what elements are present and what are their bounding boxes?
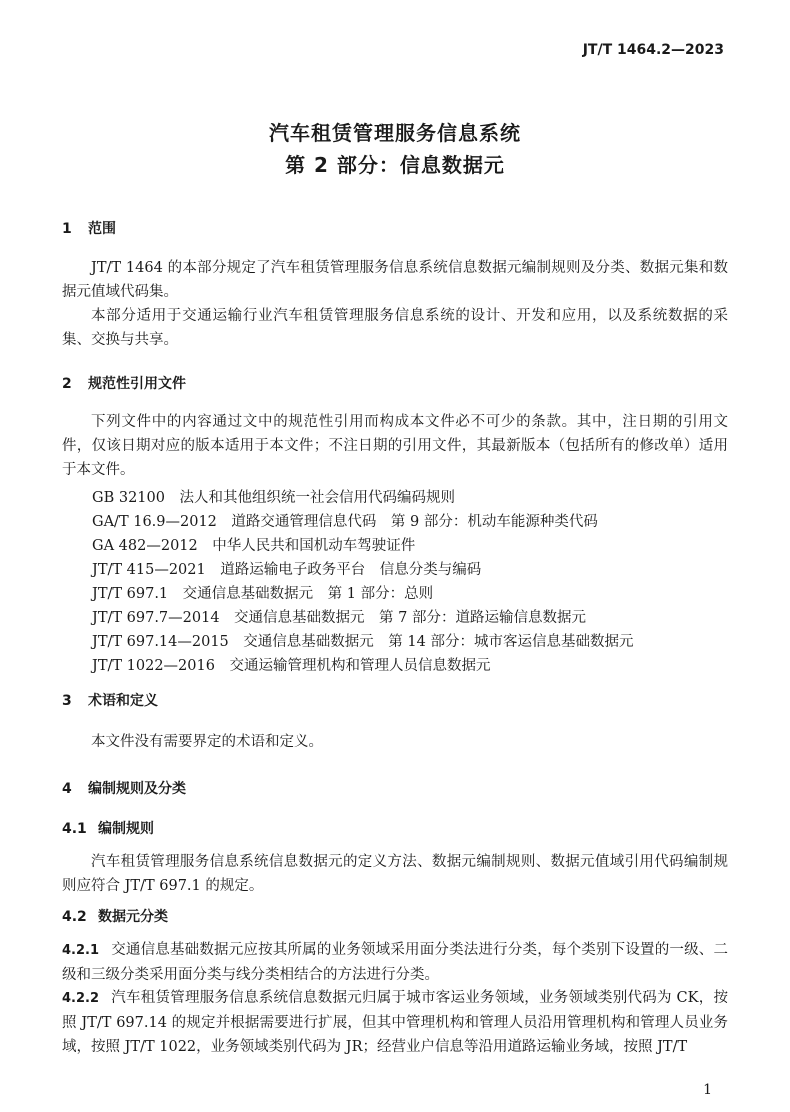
section-title: 范围: [88, 221, 116, 237]
reference-item: JT/T 697.14—2015 交通信息基础数据元 第 14 部分：城市客运信息基础数据元: [92, 634, 634, 650]
reference-item: JT/T 697.7—2014 交通信息基础数据元 第 7 部分：道路运输信息数据元: [92, 610, 587, 626]
section-number: 2: [62, 376, 72, 392]
section-title: 数据元分类: [98, 909, 168, 925]
reference-item: JT/T 415—2021 道路运输电子政务平台 信息分类与编码: [92, 562, 482, 578]
section-number: 1: [62, 221, 72, 237]
section-number: 4.1: [62, 821, 87, 837]
section-title: 编制规则: [98, 821, 154, 837]
section-number: 4.2: [62, 909, 87, 925]
clause-text: 汽车租赁管理服务信息系统信息数据元归属于城市客运业务领域，业务领域类别代码为 CK，按照 JT/T 697.14 的规定并根据需要进行扩展，但其中管理机构和管理人员沿用管理机构和管理人员业务域，按照 JT/T 1022，业务领域类别代码为 JR；经营业户信息等沿用道路运输业务域，按照 JT/T: [62, 990, 728, 1055]
reference-item: GA/T 16.9—2012 道路交通管理信息代码 第 9 部分：机动车能源种类代码: [92, 514, 598, 530]
section-2-heading: [62, 373, 186, 393]
reference-item: JT/T 1022—2016 交通运输管理机构和管理人员信息数据元: [92, 658, 491, 674]
section-title: 术语和定义: [88, 693, 158, 709]
section-4-2-heading: [62, 906, 168, 926]
reference-item: GA 482—2012 中华人民共和国机动车驾驶证件: [92, 538, 416, 554]
standard-number: JT/T 1464.2—2023: [582, 42, 724, 58]
section-4-heading: [62, 778, 186, 798]
section-title: 规范性引用文件: [88, 376, 186, 392]
reference-item: JT/T 697.1 交通信息基础数据元 第 1 部分：总则: [92, 586, 434, 602]
clause-4-2-2: [62, 986, 728, 1059]
clause-text: 交通信息基础数据元应按其所属的业务领域采用面分类法进行分类，每个类别下设置的一级、二级和三级分类采用面分类与线分类相结合的方法进行分类。: [62, 942, 728, 983]
paragraph: 汽车租赁管理服务信息系统信息数据元的定义方法、数据元编制规则、数据元值域引用代码编制规则应符合 JT/T 697.1 的规定。: [62, 854, 728, 894]
section-4-1-heading: [62, 818, 154, 838]
section-number: 4: [62, 781, 72, 797]
paragraph: JT/T 1464 的本部分规定了汽车租赁管理服务信息系统信息数据元编制规则及分类、数据元集和数据元值域代码集。: [62, 260, 728, 300]
page-number: 1: [703, 1082, 712, 1098]
paragraph: 下列文件中的内容通过文中的规范性引用而构成本文件必不可少的条款。其中，注日期的引用文件，仅该日期对应的版本适用于本文件；不注日期的引用文件，其最新版本（包括所有的修改单）适用于本文件。: [62, 414, 728, 478]
section-1-heading: [62, 218, 116, 238]
clause-number: 4.2.2: [62, 991, 100, 1006]
reference-item: GB 32100 法人和其他组织统一社会信用代码编码规则: [92, 490, 455, 506]
section-3-heading: [62, 690, 158, 710]
document-title: 汽车租赁管理服务信息系统: [269, 121, 521, 145]
paragraph: 本部分适用于交通运输行业汽车租赁管理服务信息系统的设计、开发和应用，以及系统数据的采集、交换与共享。: [62, 308, 728, 348]
section-number: 3: [62, 693, 72, 709]
clause-4-2-1: [62, 938, 728, 987]
section-title: 编制规则及分类: [88, 781, 186, 797]
clause-number: 4.2.1: [62, 943, 100, 958]
paragraph: 本文件没有需要界定的术语和定义。: [91, 734, 323, 750]
document-subtitle: 第 2 部分：信息数据元: [285, 153, 505, 177]
